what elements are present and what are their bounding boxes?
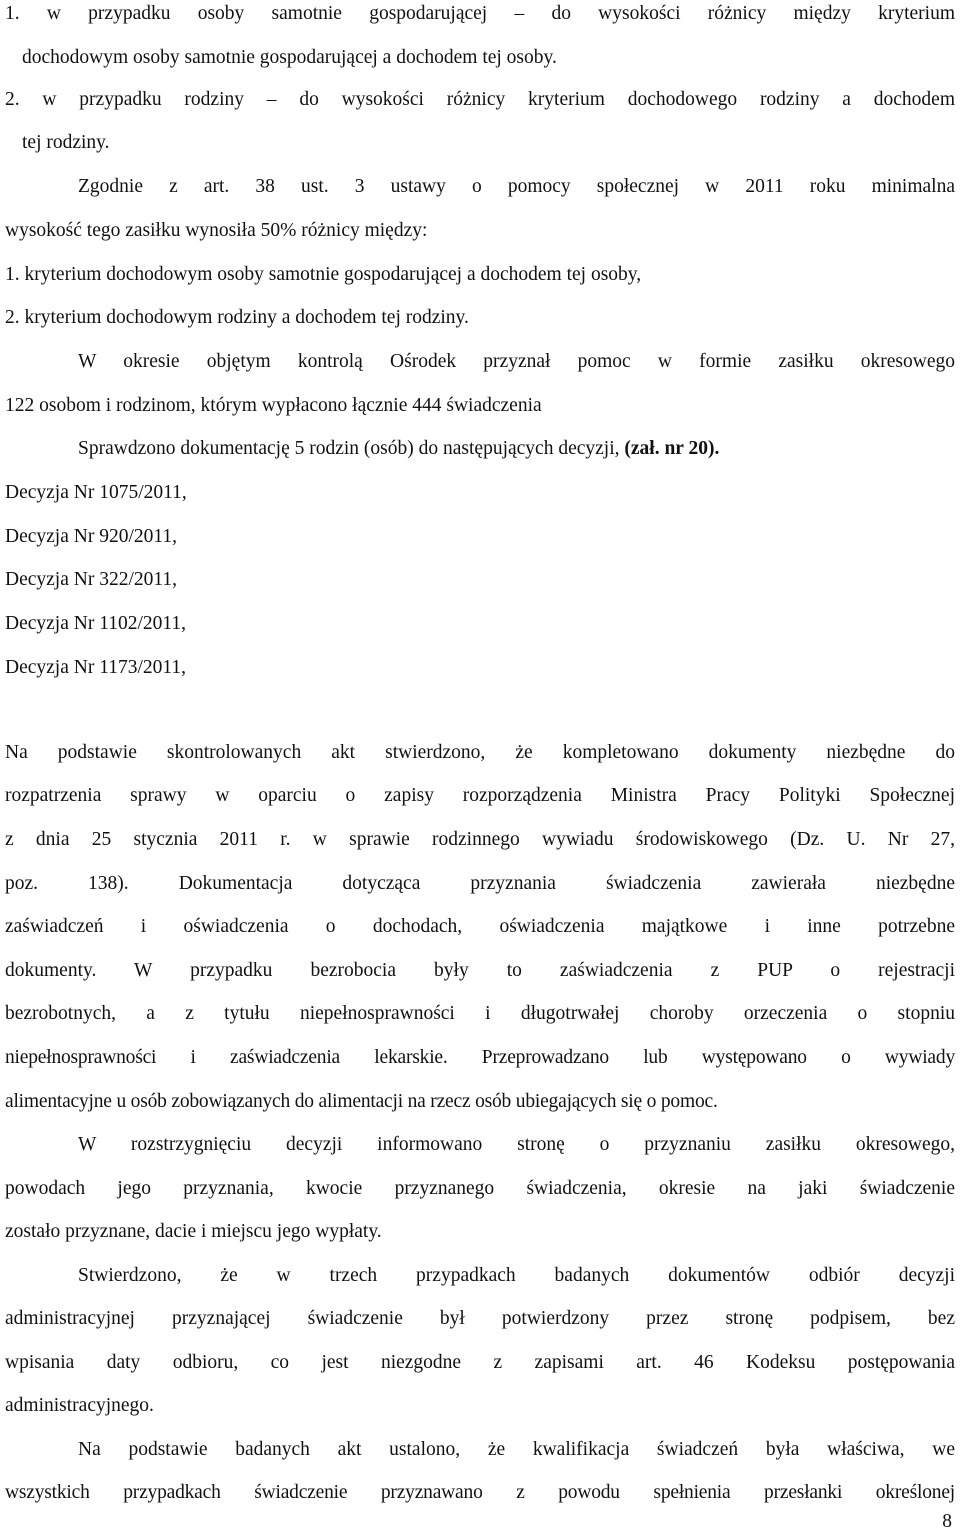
text-line: 2. w przypadku rodziny – do wysokości różnicy kryterium dochodowego rodziny a dochodem bbox=[5, 89, 955, 110]
decision-item: Decyzja Nr 920/2011, bbox=[5, 526, 178, 547]
decision-item: Decyzja Nr 322/2011, bbox=[5, 569, 178, 590]
text-line: W okresie objętym kontrolą Ośrodek przyznał pomoc w formie zasiłku okresowego bbox=[78, 351, 955, 372]
text-line: Stwierdzono, że w trzech przypadkach badanych dokumentów odbiór decyzji bbox=[78, 1265, 955, 1286]
text-line: 1. kryterium dochodowym osoby samotnie gospodarującej a dochodem tej osoby, bbox=[5, 264, 642, 285]
text-line: zostało przyznane, dacie i miejscu jego wypłaty. bbox=[5, 1221, 382, 1242]
text-line: z dnia 25 stycznia 2011 r. w sprawie rodzinnego wywiadu środowiskowego (Dz. U. Nr 27, bbox=[5, 829, 955, 850]
decision-item: Decyzja Nr 1075/2011, bbox=[5, 482, 187, 503]
text-line: 1. w przypadku osoby samotnie gospodarującej – do wysokości różnicy między kryterium bbox=[5, 3, 955, 24]
text-line: Zgodnie z art. 38 ust. 3 ustawy o pomocy społecznej w 2011 roku minimalna bbox=[78, 176, 955, 197]
text-line: powodach jego przyznania, kwocie przyznanego świadczenia, okresie na jaki świadczenie bbox=[5, 1178, 955, 1199]
text-line: wszystkich przypadkach świadczenie przyznawano z powodu spełnienia przesłanki określonej bbox=[5, 1482, 955, 1503]
text-line bbox=[78, 437, 955, 461]
text-fragment: Sprawdzono dokumentację 5 rodzin (osób) do następujących decyzji, bbox=[78, 438, 620, 459]
text-line: W rozstrzygnięciu decyzji informowano stronę o przyznaniu zasiłku okresowego, bbox=[78, 1134, 955, 1155]
text-line: alimentacyjne u osób zobowiązanych do alimentacji na rzecz osób ubiegających się o pomoc. bbox=[5, 1091, 718, 1112]
text-line: wpisania daty odbioru, co jest niezgodne z zapisami art. 46 Kodeksu postępowania bbox=[5, 1352, 955, 1373]
text-line: dokumenty. W przypadku bezrobocia były to zaświadczenia z PUP o rejestracji bbox=[5, 960, 955, 981]
page-number: 8 bbox=[942, 1511, 952, 1532]
text-line: bezrobotnych, a z tytułu niepełnosprawności i długotrwałej choroby orzeczenia o stopniu bbox=[5, 1003, 955, 1024]
text-line: wysokość tego zasiłku wynosiła 50% różnicy między: bbox=[5, 220, 428, 241]
text-line: poz. 138). Dokumentacja dotycząca przyznania świadczenia zawierała niezbędne bbox=[5, 873, 955, 894]
text-line: administracyjnej przyznającej świadczenie był potwierdzony przez stronę podpisem, bez bbox=[5, 1308, 955, 1329]
text-line: 122 osobom i rodzinom, którym wypłacono łącznie 444 świadczenia bbox=[5, 395, 542, 416]
text-line: tej rodziny. bbox=[22, 132, 110, 153]
text-line: Na podstawie skontrolowanych akt stwierdzono, że kompletowano dokumenty niezbędne do bbox=[5, 742, 955, 763]
text-line: niepełnosprawności i zaświadczenia lekarskie. Przeprowadzano lub występowano o wywiady bbox=[5, 1047, 955, 1068]
decision-item: Decyzja Nr 1102/2011, bbox=[5, 613, 187, 634]
text-line: administracyjnego. bbox=[5, 1395, 154, 1416]
text-line: dochodowym osoby samotnie gospodarującej a dochodem tej osoby. bbox=[22, 47, 557, 68]
decision-item: Decyzja Nr 1173/2011, bbox=[5, 657, 187, 678]
text-line: zaświadczeń i oświadczenia o dochodach, oświadczenia majątkowe i inne potrzebne bbox=[5, 916, 955, 937]
text-line: Na podstawie badanych akt ustalono, że kwalifikacja świadczeń była właściwa, we bbox=[78, 1439, 955, 1460]
attachment-reference: (zał. nr 20). bbox=[624, 438, 720, 459]
text-line: rozpatrzenia sprawy w oparciu o zapisy rozporządzenia Ministra Pracy Polityki Społecznej bbox=[5, 785, 955, 806]
text-line: 2. kryterium dochodowym rodziny a dochodem tej rodziny. bbox=[5, 307, 469, 328]
